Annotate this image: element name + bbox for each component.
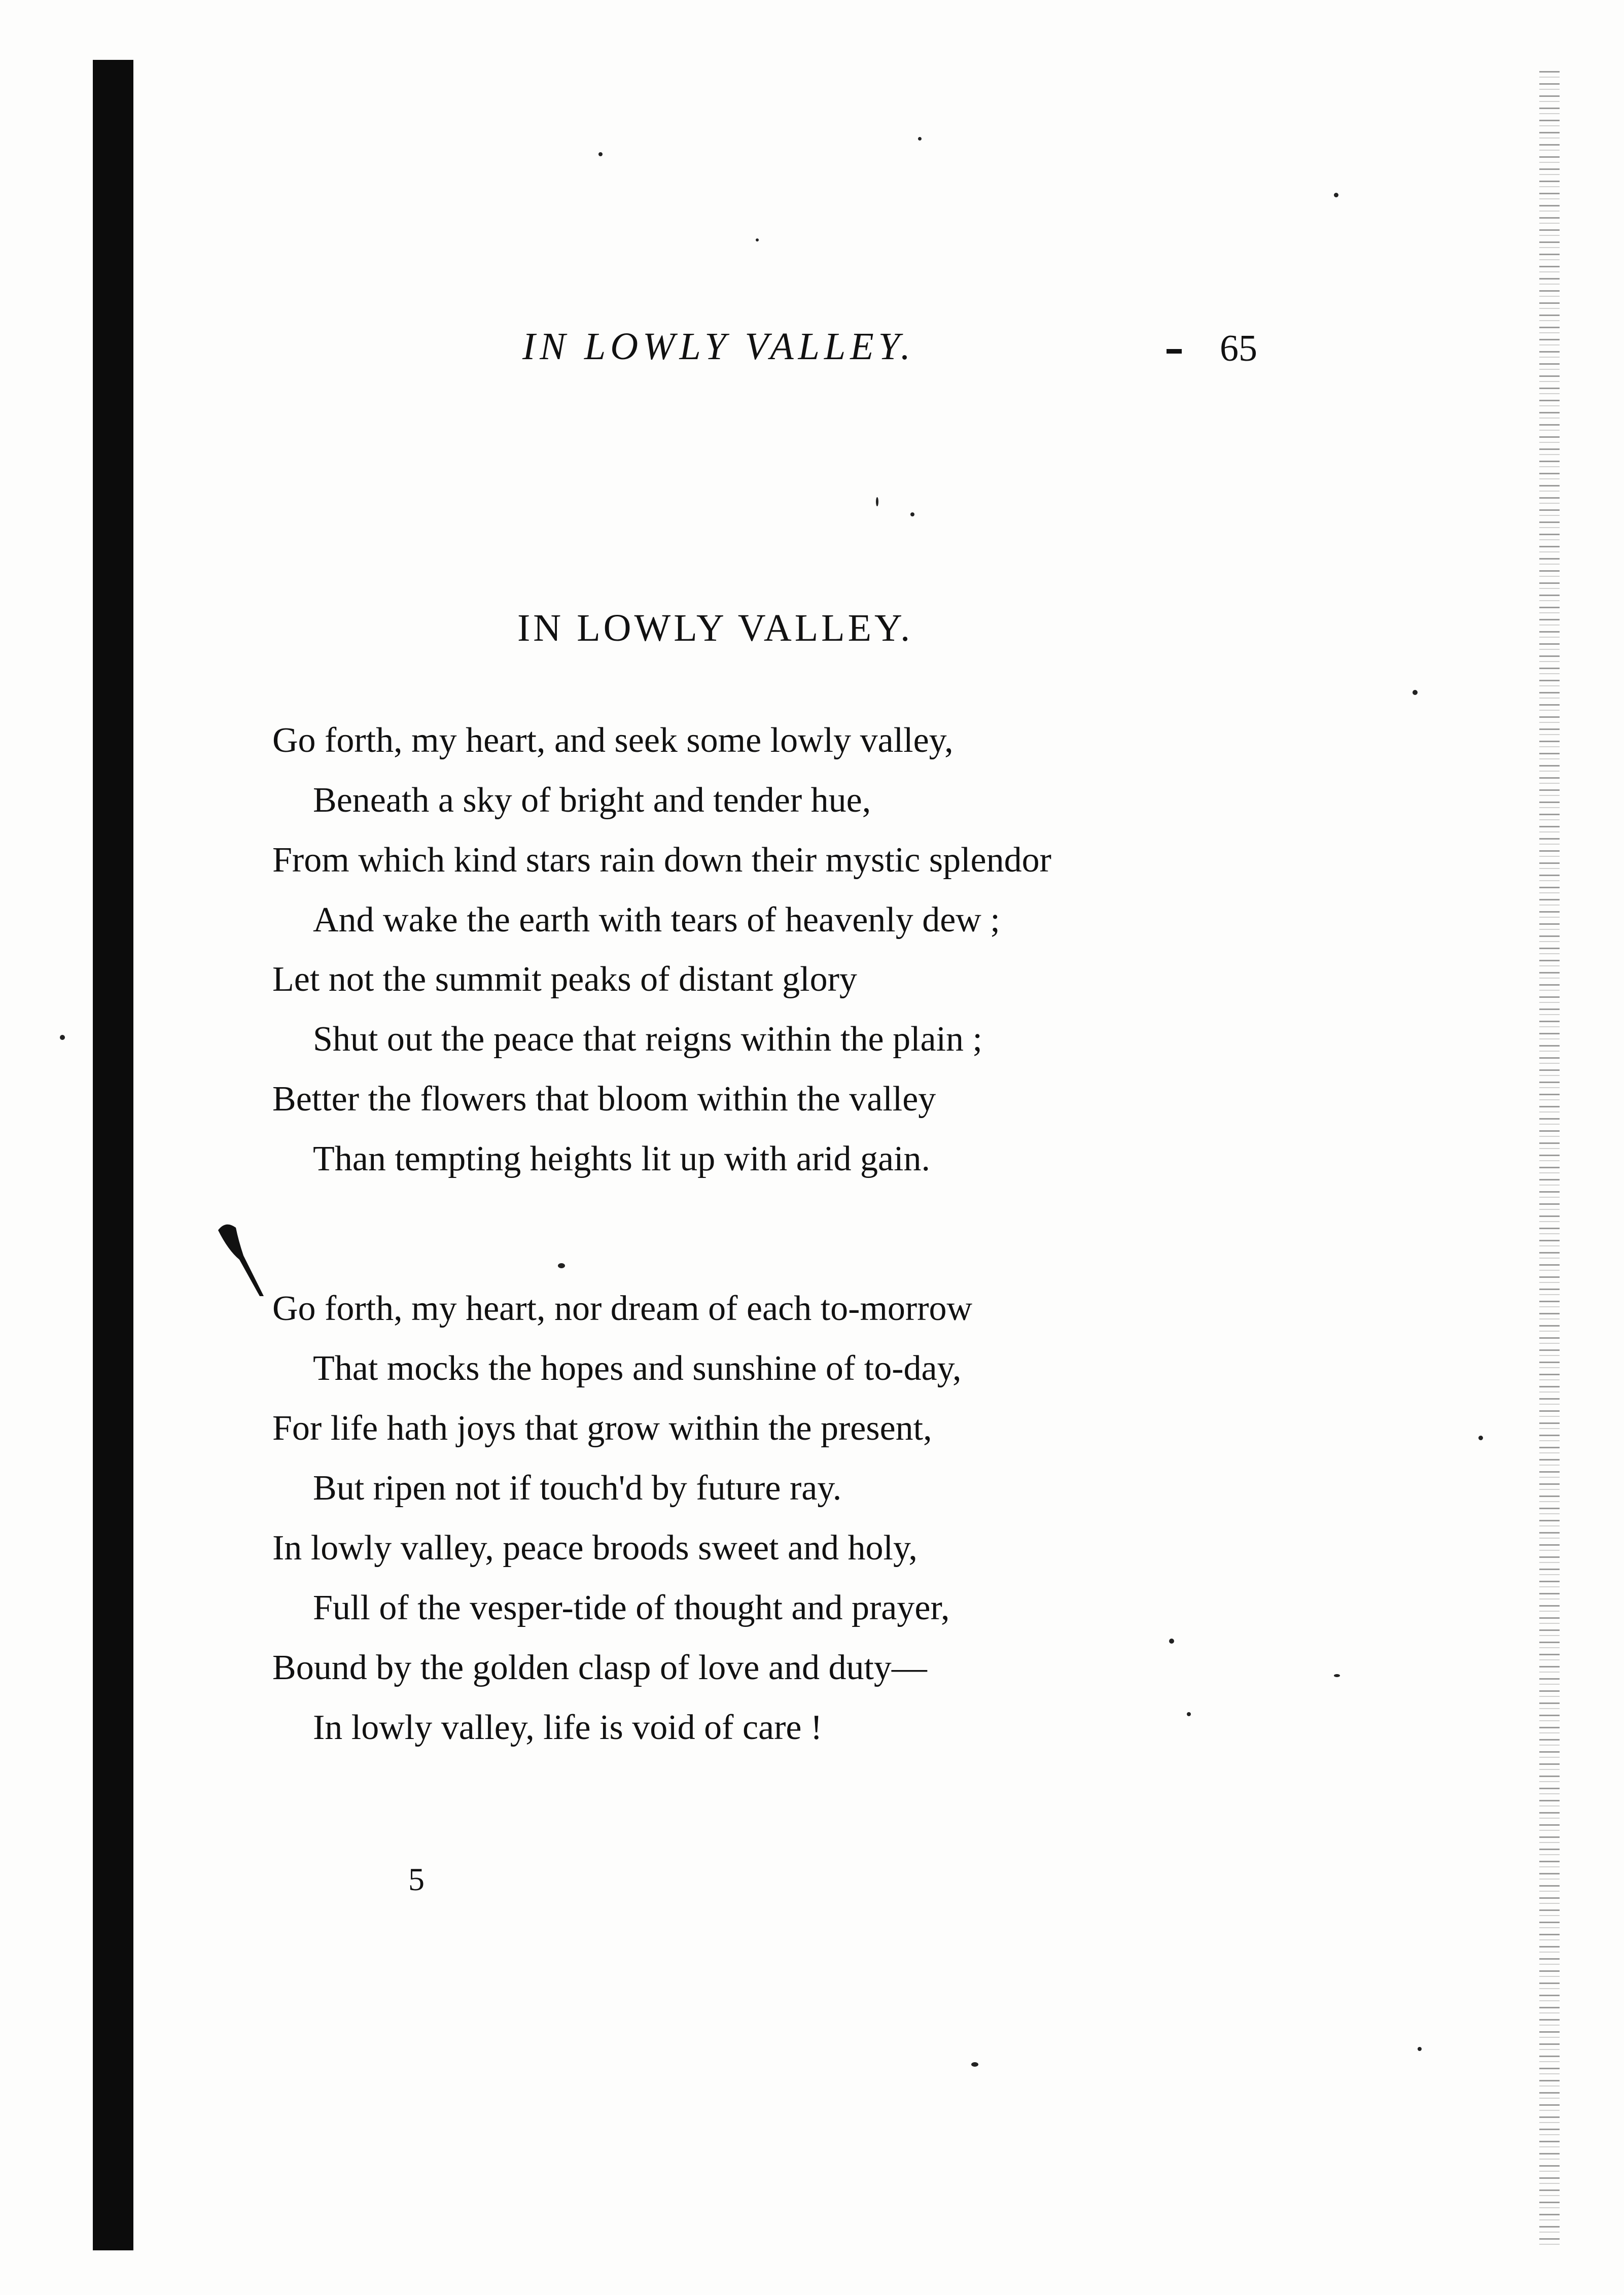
page-number: 65 [1220,328,1257,369]
scan-speck [971,2062,978,2067]
signature-mark: 5 [408,1861,425,1897]
poem-line: For life hath joys that grow within the present, [272,1409,932,1448]
scan-speck [1334,193,1338,197]
scan-speck [918,137,922,141]
scan-speck [1334,1674,1340,1677]
header-dash-mark [1167,349,1182,354]
poem-line: Go forth, my heart, nor dream of each to-morrow [272,1289,973,1328]
poem-line: But ripen not if touch'd by future ray. [313,1469,842,1508]
scan-speck [558,1263,565,1268]
scan-speck [756,238,759,241]
running-header-title: IN LOWLY VALLEY. [522,325,915,368]
scan-speck [1418,2047,1422,2051]
ink-blot-mark [213,1220,274,1296]
scan-speck [598,152,603,156]
scan-speck [1478,1436,1483,1440]
scan-speck [876,497,878,506]
poem-line: From which kind stars rain down their mystic splendor [272,841,1051,880]
poem-line: Shut out the peace that reigns within the plain ; [313,1020,982,1059]
scan-speck [910,512,914,516]
page-edge-artifact [1539,71,1560,2247]
binding-shadow [93,60,133,2250]
scan-speck [1187,1712,1191,1716]
poem-line: That mocks the hopes and sunshine of to-day, [313,1349,962,1388]
scan-speck [1413,690,1418,695]
poem-line: Beneath a sky of bright and tender hue, [313,781,871,820]
poem-line: Better the flowers that bloom within the valley [272,1080,936,1119]
poem-line: In lowly valley, peace broods sweet and holy, [272,1528,917,1568]
poem-line: Go forth, my heart, and seek some lowly valley, [272,721,954,760]
poem-title: IN LOWLY VALLEY. [517,607,913,649]
poem-line: Bound by the golden clasp of love and duty— [272,1648,927,1687]
poem-line: Than tempting heights lit up with arid gain. [313,1139,931,1178]
poem-line: Let not the summit peaks of distant glory [272,960,857,999]
poem-line: In lowly valley, life is void of care ! [313,1708,823,1747]
scan-speck [1169,1639,1174,1644]
scan-speck [60,1035,65,1040]
poem-line: Full of the vesper-tide of thought and prayer, [313,1588,950,1627]
poem-line: And wake the earth with tears of heavenly dew ; [313,900,1000,940]
